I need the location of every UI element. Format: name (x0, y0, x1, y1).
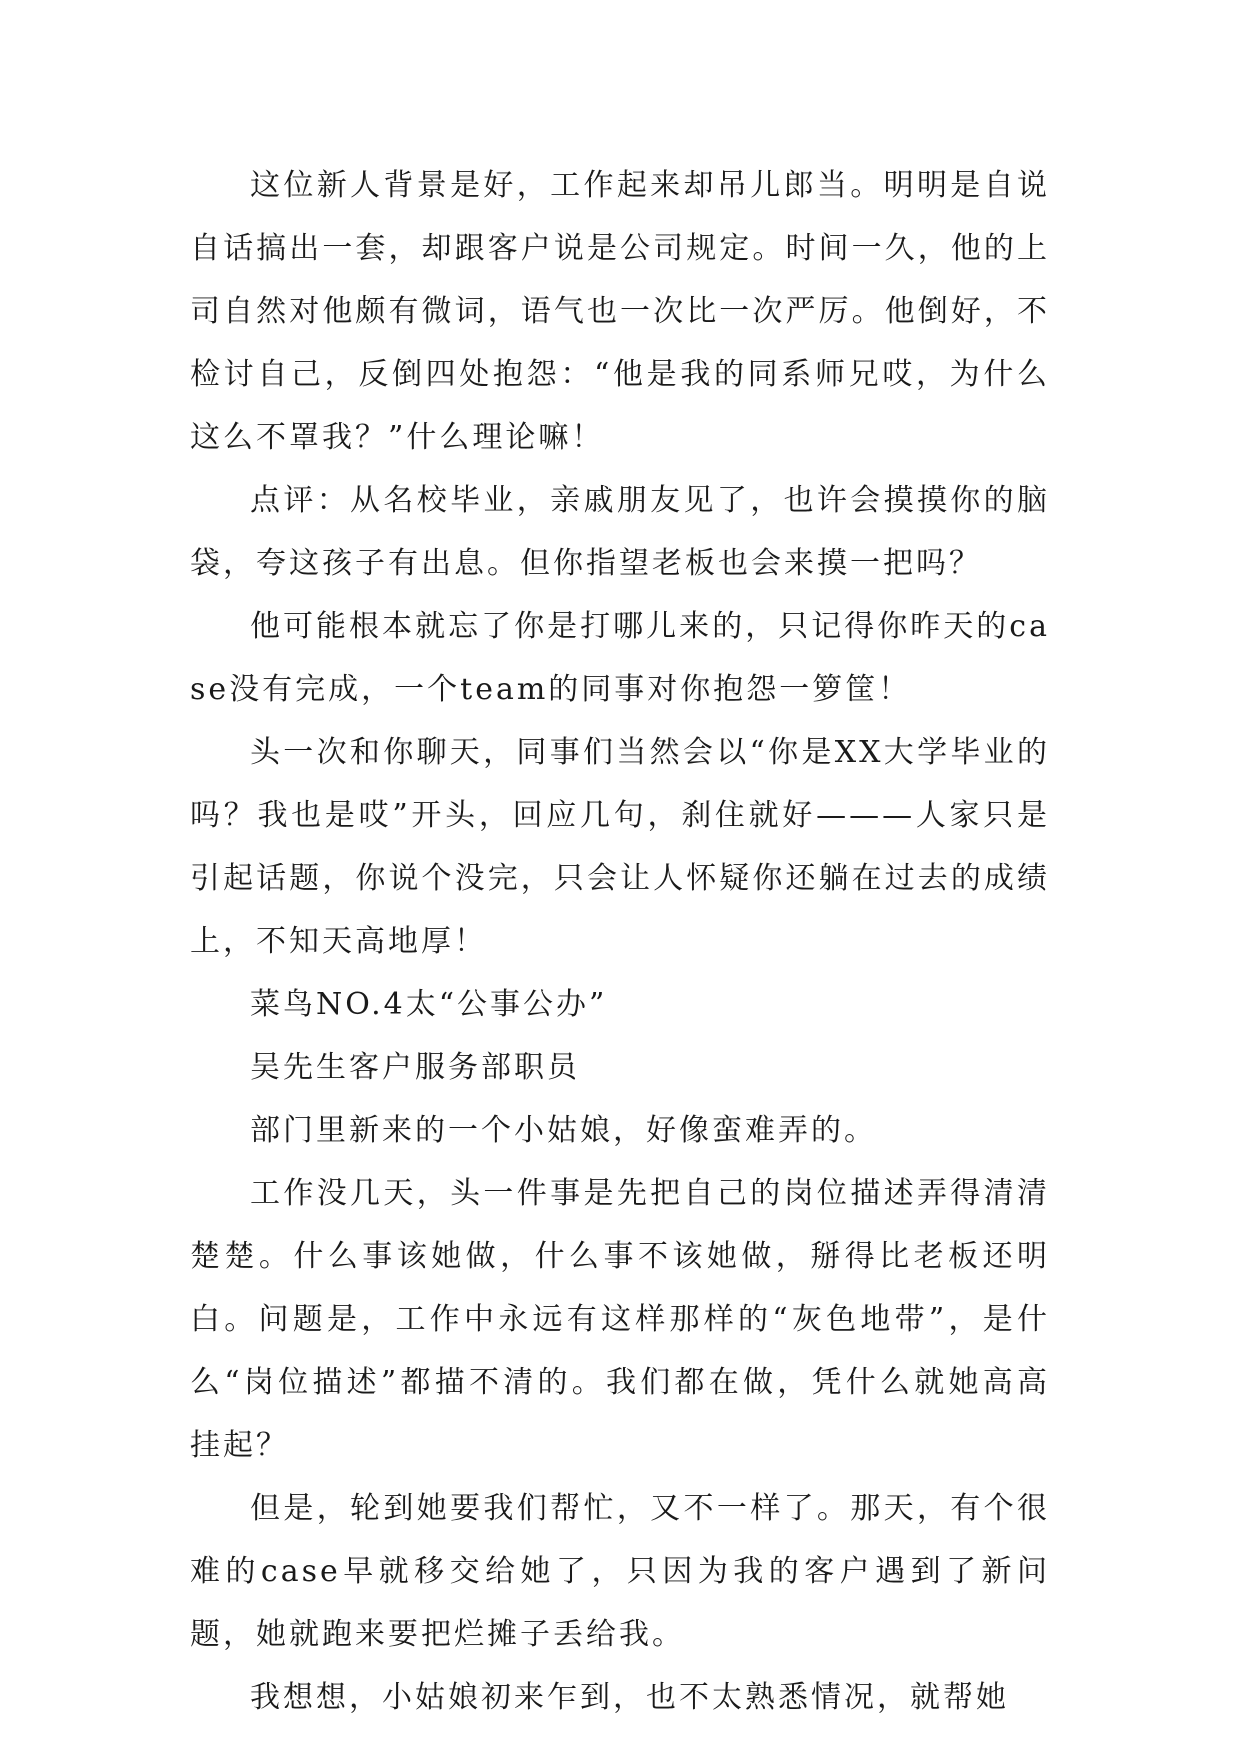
paragraph: 点评：从名校毕业，亲戚朋友见了，也许会摸摸你的脑袋，夸这孩子有出息。但你指望老板也会来摸一把吗？ (190, 483, 1050, 581)
section-heading: 菜鸟NO.4太“公事公办” (250, 987, 608, 1022)
paragraph: 部门里新来的一个小姑娘，好像蛮难弄的。 (250, 1113, 877, 1148)
paragraph: 但是，轮到她要我们帮忙，又不一样了。那天，有个很难的case早就移交给她了，只因为我的客户遇到了新问题，她就跑来要把烂摊子丢给我。 (190, 1491, 1050, 1652)
author-line: 吴先生客户服务部职员 (250, 1050, 580, 1085)
paragraph: 我想想，小姑娘初来乍到，也不太熟悉情况，就帮她 (250, 1680, 1009, 1715)
paragraph: 他可能根本就忘了你是打哪儿来的，只记得你昨天的case没有完成，一个team的同事对你抱怨一箩筐！ (190, 609, 1050, 707)
paragraph: 工作没几天，头一件事是先把自己的岗位描述弄得清清楚楚。什么事该她做，什么事不该她做，掰得比老板还明白。问题是，工作中永远有这样那样的“灰色地带”，是什么“岗位描述”都描不清的。我们都在做，凭什么就她高高挂起？ (190, 1176, 1050, 1463)
paragraph: 头一次和你聊天，同事们当然会以“你是XX大学毕业的吗？我也是哎”开头，回应几句，刹住就好———人家只是引起话题，你说个没完，只会让人怀疑你还躺在过去的成绩上，不知天高地厚！ (190, 735, 1050, 959)
paragraph: 这位新人背景是好，工作起来却吊儿郎当。明明是自说自话搞出一套，却跟客户说是公司规定。时间一久，他的上司自然对他颇有微词，语气也一次比一次严厉。他倒好，不检讨自己，反倒四处抱怨：“他是我的同系师兄哎，为什么这么不罩我？”什么理论嘛！ (190, 168, 1050, 455)
article-body (190, 154, 1050, 1729)
